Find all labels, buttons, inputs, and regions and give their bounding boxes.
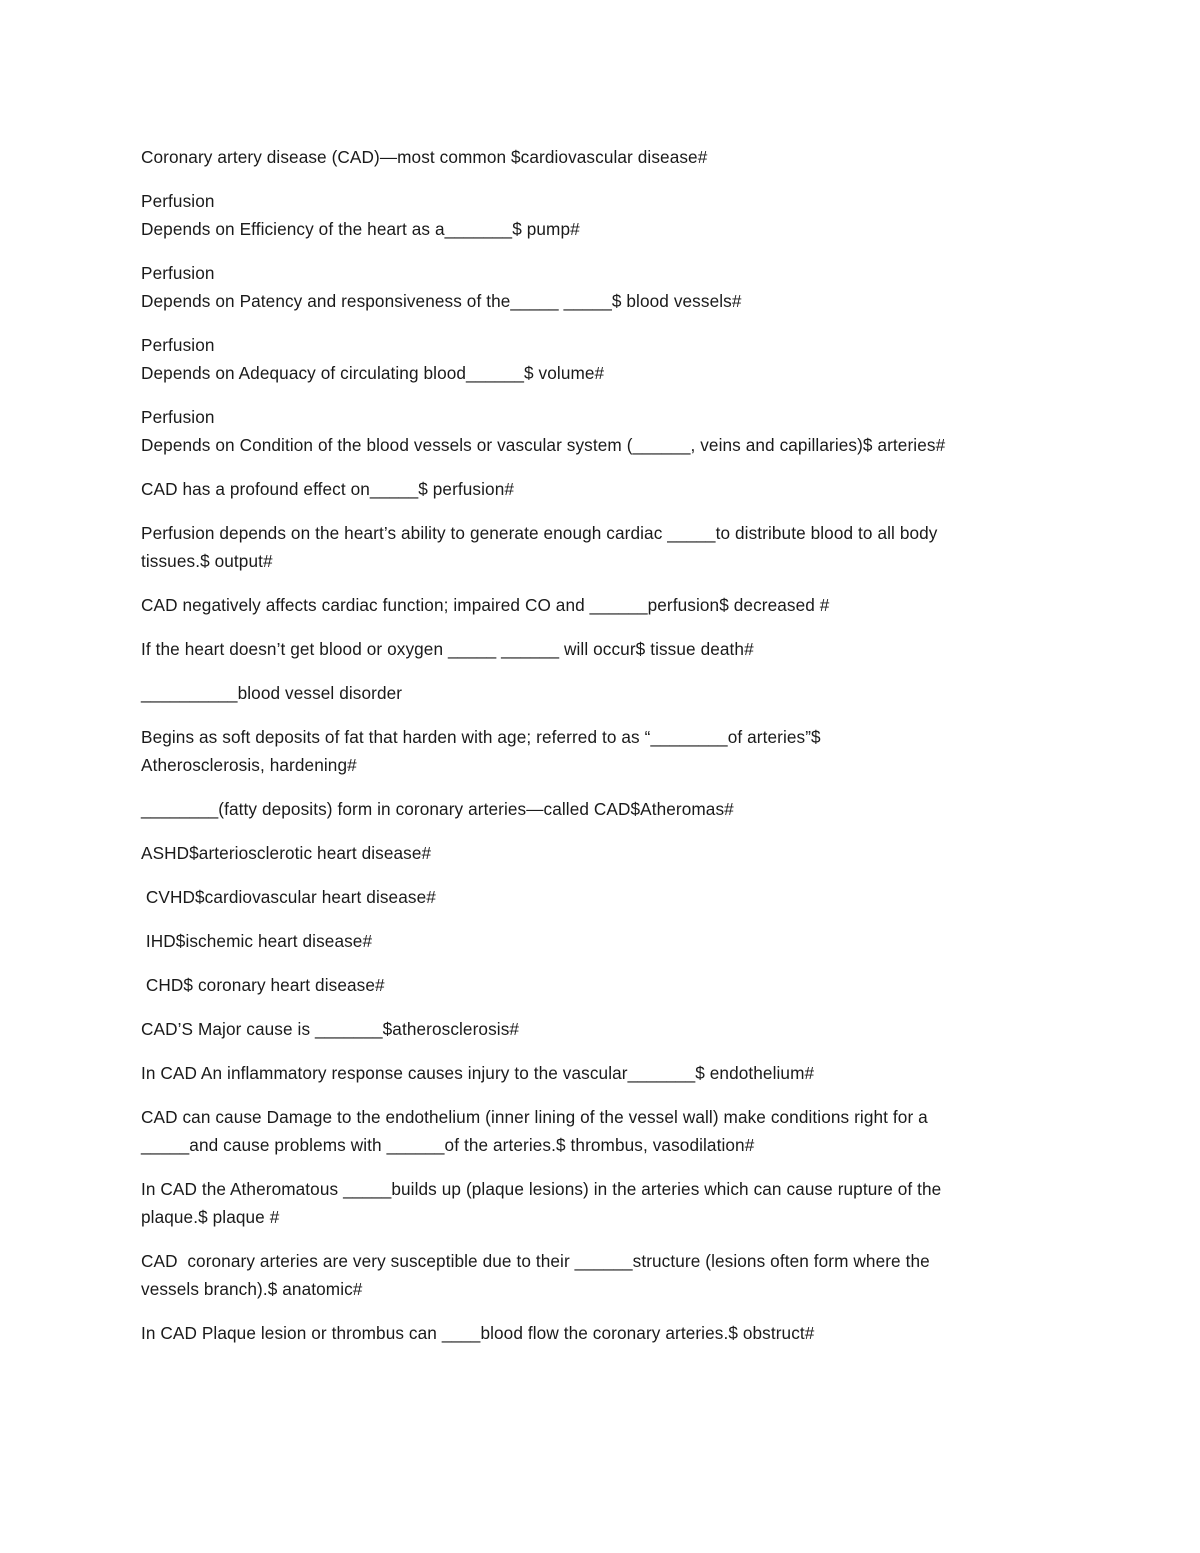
document-paragraph <box>141 331 1060 387</box>
paragraph-line: CAD coronary arteries are very susceptible due to their ______structure (lesions often form where the <box>141 1251 930 1271</box>
paragraph-line: CHD$ coronary heart disease# <box>141 975 385 995</box>
paragraph-line: Atherosclerosis, hardening# <box>141 755 357 775</box>
paragraph-line: __________blood vessel disorder <box>141 683 403 703</box>
paragraph-line: Begins as soft deposits of fat that harden with age; referred to as “________of arteries”$ <box>141 727 821 747</box>
paragraph-line: Coronary artery disease (CAD)—most common $cardiovascular disease# <box>141 147 708 167</box>
document-paragraph <box>141 403 1060 459</box>
paragraph-line: Depends on Patency and responsiveness of the_____ _____$ blood vessels# <box>141 291 742 311</box>
paragraph-line: IHD$ischemic heart disease# <box>141 931 373 951</box>
document-paragraph <box>141 475 1060 503</box>
paragraph-line: Perfusion <box>141 407 215 427</box>
document-paragraph <box>141 927 1060 955</box>
paragraph-line: vessels branch).$ anatomic# <box>141 1279 363 1299</box>
paragraph-line: plaque.$ plaque # <box>141 1207 280 1227</box>
paragraph-line: Perfusion <box>141 335 215 355</box>
document-paragraph <box>141 795 1060 823</box>
paragraph-line: Perfusion depends on the heart’s ability to generate enough cardiac _____to distribute blood to all body <box>141 523 938 543</box>
paragraph-line: In CAD the Atheromatous _____builds up (plaque lesions) in the arteries which can cause rupture of the <box>141 1179 942 1199</box>
document-paragraph <box>141 971 1060 999</box>
paragraph-line: ASHD$arteriosclerotic heart disease# <box>141 843 432 863</box>
document-paragraph <box>141 1175 1060 1231</box>
paragraph-line: Depends on Adequacy of circulating blood______$ volume# <box>141 363 605 383</box>
paragraph-line: CAD’S Major cause is _______$atherosclerosis# <box>141 1019 520 1039</box>
paragraph-line: CAD can cause Damage to the endothelium (inner lining of the vessel wall) make conditions right for a <box>141 1107 928 1127</box>
document-paragraph <box>141 723 1060 779</box>
document-paragraph <box>141 839 1060 867</box>
paragraph-line: In CAD An inflammatory response causes injury to the vascular_______$ endothelium# <box>141 1063 815 1083</box>
document-paragraph <box>141 259 1060 315</box>
document-paragraph <box>141 1059 1060 1087</box>
paragraph-line: ________(fatty deposits) form in coronary arteries—called CAD$Atheromas# <box>141 799 734 819</box>
paragraph-line: If the heart doesn’t get blood or oxygen _____ ______ will occur$ tissue death# <box>141 639 754 659</box>
paragraph-line: In CAD Plaque lesion or thrombus can ____blood flow the coronary arteries.$ obstruct# <box>141 1323 815 1343</box>
document-paragraph <box>141 883 1060 911</box>
paragraph-line: Perfusion <box>141 263 215 283</box>
paragraph-line: CVHD$cardiovascular heart disease# <box>141 887 436 907</box>
document-paragraph <box>141 679 1060 707</box>
document-paragraph <box>141 1247 1060 1303</box>
paragraph-line: _____and cause problems with ______of the arteries.$ thrombus, vasodilation# <box>141 1135 755 1155</box>
paragraph-line: Depends on Efficiency of the heart as a_______$ pump# <box>141 219 580 239</box>
paragraph-line: CAD has a profound effect on_____$ perfusion# <box>141 479 515 499</box>
paragraph-line: CAD negatively affects cardiac function; impaired CO and ______perfusion$ decreased # <box>141 595 830 615</box>
document-paragraph <box>141 591 1060 619</box>
document-paragraph <box>141 635 1060 663</box>
document-paragraph <box>141 1103 1060 1159</box>
document-paragraph <box>141 519 1060 575</box>
document-paragraph <box>141 1319 1060 1347</box>
document-paragraph <box>141 187 1060 243</box>
paragraph-line: tissues.$ output# <box>141 551 273 571</box>
paragraph-line: Perfusion <box>141 191 215 211</box>
document-paragraph <box>141 143 1060 171</box>
document-paragraph <box>141 1015 1060 1043</box>
paragraph-line: Depends on Condition of the blood vessels or vascular system (______, veins and capillaries)$ arteries# <box>141 435 946 455</box>
